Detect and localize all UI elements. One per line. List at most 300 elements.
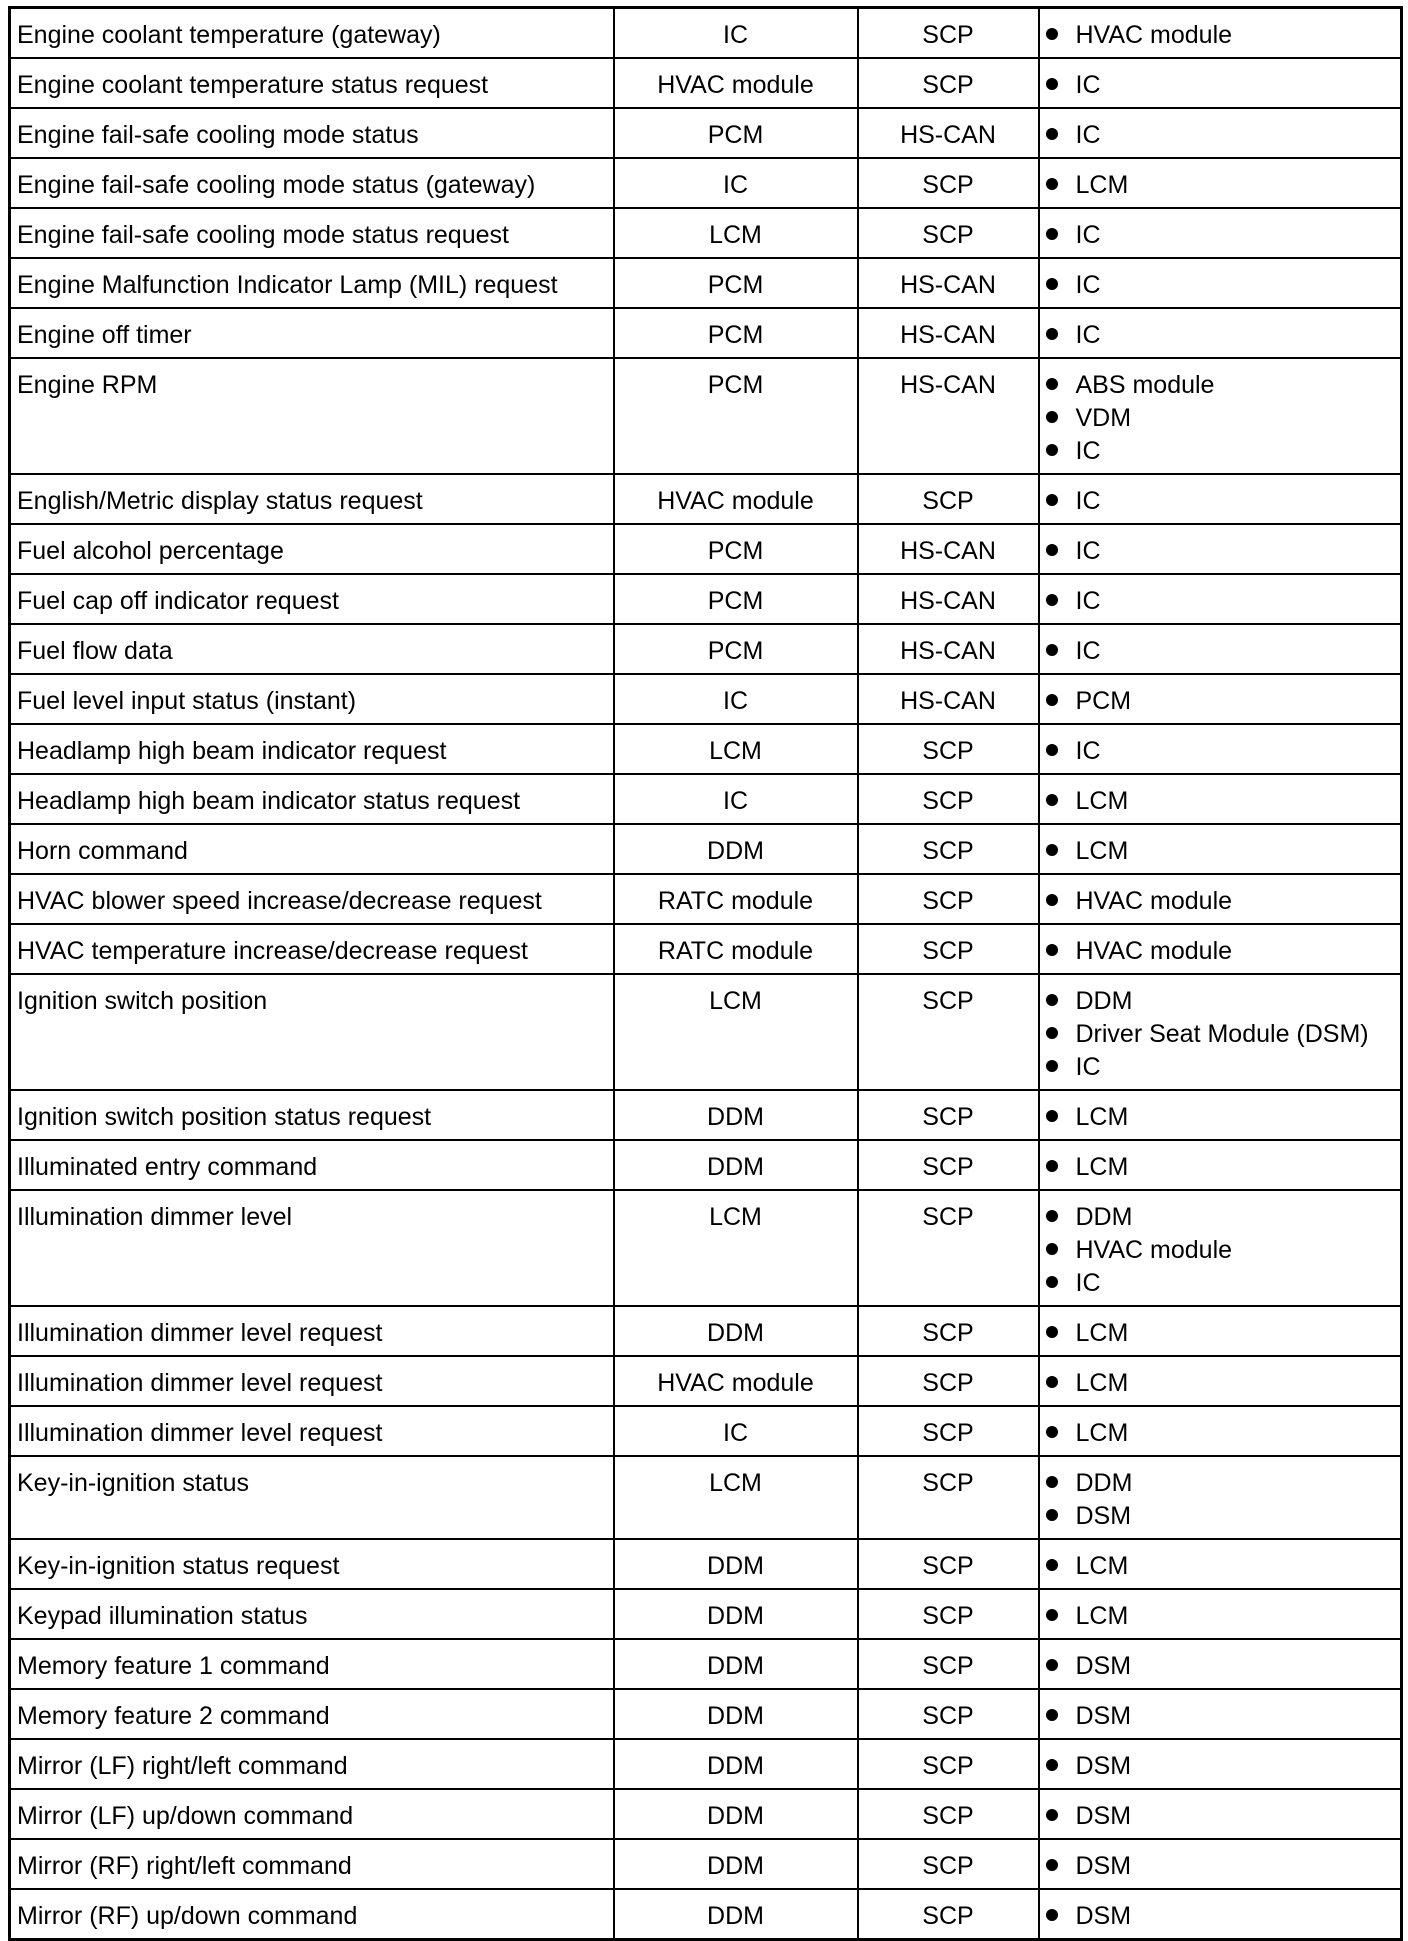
receivers-cell [1039,1090,1402,1140]
network-cell: SCP [858,774,1039,824]
receiver-item [1046,1500,1395,1533]
receivers-list [1046,1101,1395,1134]
network-cell: SCP [858,1889,1039,1940]
receivers-cell [1039,674,1402,724]
network-cell: HS-CAN [858,258,1039,308]
receivers-cell [1039,474,1402,524]
receiver-label: IC [1075,737,1101,765]
originator-cell: PCM [614,108,858,158]
receiver-label: PCM [1075,687,1132,715]
table-row [10,1456,1402,1539]
receivers-cell [1039,574,1402,624]
receivers-list [1046,219,1395,252]
table-row [10,1406,1402,1456]
table-row [10,474,1402,524]
receiver-item [1046,885,1395,918]
receivers-cell [1039,524,1402,574]
network-cell: SCP [858,8,1039,59]
receiver-label: HVAC module [1075,937,1233,965]
table-row [10,974,1402,1090]
receiver-item [1046,219,1395,252]
network-cell: SCP [858,1306,1039,1356]
bullet-icon [1046,1243,1058,1255]
network-cell: SCP [858,1406,1039,1456]
message-cell: HVAC blower speed increase/decrease request [10,874,614,924]
table-row [10,774,1402,824]
network-cell: SCP [858,874,1039,924]
receiver-item [1046,1417,1395,1450]
originator-cell: PCM [614,574,858,624]
originator-cell: IC [614,1406,858,1456]
receiver-label: DSM [1075,1752,1132,1780]
receiver-label: LCM [1075,1319,1129,1347]
originator-cell: DDM [614,1889,858,1940]
bullet-icon [1046,1326,1058,1338]
receiver-item [1046,435,1395,468]
bullet-icon [1046,594,1058,606]
receivers-cell [1039,874,1402,924]
receivers-list [1046,935,1395,968]
network-cell: SCP [858,974,1039,1090]
bullet-icon [1046,444,1058,456]
message-cell: Illumination dimmer level request [10,1356,614,1406]
receiver-item [1046,1317,1395,1350]
message-cell: Engine Malfunction Indicator Lamp (MIL) request [10,258,614,308]
receivers-list [1046,1151,1395,1184]
receiver-item [1046,1900,1395,1933]
receivers-cell [1039,158,1402,208]
receiver-label: LCM [1075,837,1129,865]
receivers-list [1046,535,1395,568]
message-cell: Engine RPM [10,358,614,474]
network-cell: SCP [858,1539,1039,1589]
network-cell: SCP [858,1456,1039,1539]
receivers-list [1046,69,1395,102]
receiver-item [1046,1750,1395,1783]
receiver-item [1046,1550,1395,1583]
receiver-label: HVAC module [1075,21,1233,49]
receivers-cell [1039,774,1402,824]
receiver-label: LCM [1075,1552,1129,1580]
originator-cell: DDM [614,824,858,874]
table-row [10,308,1402,358]
message-cell: Fuel alcohol percentage [10,524,614,574]
receivers-list [1046,1750,1395,1783]
message-cell: HVAC temperature increase/decrease request [10,924,614,974]
network-cell: SCP [858,924,1039,974]
network-cell: HS-CAN [858,108,1039,158]
table-row [10,1306,1402,1356]
message-cell: Engine coolant temperature (gateway) [10,8,614,59]
receivers-list [1046,1800,1395,1833]
receivers-list [1046,1550,1395,1583]
table-row [10,1140,1402,1190]
receiver-label: IC [1075,221,1101,249]
originator-cell: IC [614,674,858,724]
message-cell: Mirror (RF) right/left command [10,1839,614,1889]
bullet-icon [1046,128,1058,140]
receiver-label: LCM [1075,1103,1129,1131]
bullet-icon [1046,494,1058,506]
message-cell: Illumination dimmer level request [10,1406,614,1456]
receivers-cell [1039,108,1402,158]
receiver-item [1046,1051,1395,1084]
receiver-label: DSM [1075,1902,1132,1930]
bullet-icon [1046,411,1058,423]
network-cell: SCP [858,1090,1039,1140]
message-cell: Ignition switch position [10,974,614,1090]
bullet-icon [1046,894,1058,906]
bullet-icon [1046,28,1058,40]
receiver-label: LCM [1075,787,1129,815]
originator-cell: RATC module [614,874,858,924]
receiver-label: IC [1075,321,1101,349]
bullet-icon [1046,644,1058,656]
receiver-label: IC [1075,1269,1101,1297]
receivers-cell [1039,1406,1402,1456]
receiver-item [1046,1367,1395,1400]
message-cell: Horn command [10,824,614,874]
table-row [10,574,1402,624]
receiver-label: IC [1075,587,1101,615]
originator-cell: HVAC module [614,474,858,524]
message-cell: Mirror (RF) up/down command [10,1889,614,1940]
receivers-list [1046,1317,1395,1350]
table-row [10,674,1402,724]
table-row [10,1789,1402,1839]
receiver-label: HVAC module [1075,887,1233,915]
message-cell: Engine fail-safe cooling mode status (gateway) [10,158,614,208]
message-cell: Fuel flow data [10,624,614,674]
receivers-list [1046,685,1395,718]
receivers-list [1046,1367,1395,1400]
message-cell: Illumination dimmer level request [10,1306,614,1356]
bullet-icon [1046,1609,1058,1621]
network-cell: SCP [858,1356,1039,1406]
network-cell: SCP [858,58,1039,108]
network-cell: HS-CAN [858,358,1039,474]
receivers-cell [1039,1889,1402,1940]
table-row [10,524,1402,574]
table-row [10,1090,1402,1140]
table-row [10,258,1402,308]
receiver-item [1046,1101,1395,1134]
receivers-list [1046,19,1395,52]
bullet-icon [1046,694,1058,706]
receivers-cell [1039,208,1402,258]
receiver-label: DSM [1075,1502,1132,1530]
table-row [10,924,1402,974]
network-cell: HS-CAN [858,674,1039,724]
originator-cell: DDM [614,1306,858,1356]
receiver-item [1046,985,1395,1018]
receiver-item [1046,1201,1395,1234]
receiver-item [1046,1151,1395,1184]
originator-cell: DDM [614,1639,858,1689]
receivers-list [1046,169,1395,202]
receiver-label: DDM [1075,987,1133,1015]
receiver-label: LCM [1075,1153,1129,1181]
originator-cell: LCM [614,1190,858,1306]
message-cell: Headlamp high beam indicator request [10,724,614,774]
message-cell: Engine off timer [10,308,614,358]
message-cell: Fuel cap off indicator request [10,574,614,624]
receiver-label: IC [1075,487,1101,515]
bullet-icon [1046,78,1058,90]
receivers-cell [1039,1839,1402,1889]
network-cell: SCP [858,1190,1039,1306]
message-cell: Engine coolant temperature status request [10,58,614,108]
bullet-icon [1046,1110,1058,1122]
bullet-icon [1046,378,1058,390]
message-cell: Headlamp high beam indicator status request [10,774,614,824]
receiver-label: IC [1075,437,1101,465]
table-row [10,1889,1402,1940]
bullet-icon [1046,944,1058,956]
receivers-list [1046,785,1395,818]
table-body [10,8,1402,1940]
table-row [10,108,1402,158]
receiver-item [1046,319,1395,352]
message-cell: Key-in-ignition status [10,1456,614,1539]
originator-cell: HVAC module [614,58,858,108]
originator-cell: DDM [614,1589,858,1639]
bullet-icon [1046,1509,1058,1521]
receivers-cell [1039,974,1402,1090]
table-row [10,1839,1402,1889]
originator-cell: DDM [614,1789,858,1839]
receiver-label: IC [1075,71,1101,99]
receiver-label: IC [1075,121,1101,149]
originator-cell: IC [614,8,858,59]
table-row [10,624,1402,674]
table-row [10,1356,1402,1406]
table-row [10,1539,1402,1589]
receiver-item [1046,19,1395,52]
receivers-list [1046,1417,1395,1450]
message-cell: Memory feature 2 command [10,1689,614,1739]
message-cell: Ignition switch position status request [10,1090,614,1140]
bullet-icon [1046,1027,1058,1039]
receivers-list [1046,1900,1395,1933]
receivers-cell [1039,824,1402,874]
receiver-item [1046,1600,1395,1633]
message-cell: Engine fail-safe cooling mode status [10,108,614,158]
receiver-item [1046,1800,1395,1833]
network-cell: SCP [858,1140,1039,1190]
receivers-cell [1039,924,1402,974]
originator-cell: PCM [614,258,858,308]
message-cell: Mirror (LF) right/left command [10,1739,614,1789]
network-cell: SCP [858,1789,1039,1839]
table-row [10,1589,1402,1639]
receiver-label: IC [1075,1053,1101,1081]
bullet-icon [1046,1659,1058,1671]
receiver-label: IC [1075,637,1101,665]
receivers-cell [1039,258,1402,308]
receiver-item [1046,1850,1395,1883]
originator-cell: LCM [614,974,858,1090]
receiver-label: VDM [1075,404,1132,432]
originator-cell: PCM [614,308,858,358]
originator-cell: LCM [614,208,858,258]
originator-cell: DDM [614,1090,858,1140]
receivers-cell [1039,1639,1402,1689]
receivers-list [1046,1850,1395,1883]
originator-cell: RATC module [614,924,858,974]
bullet-icon [1046,228,1058,240]
receiver-item [1046,1234,1395,1267]
receiver-item [1046,485,1395,518]
network-cell: SCP [858,1689,1039,1739]
receivers-cell [1039,1589,1402,1639]
receivers-list [1046,1700,1395,1733]
table-row [10,724,1402,774]
receivers-cell [1039,308,1402,358]
table-row [10,874,1402,924]
bullet-icon [1046,1160,1058,1172]
receivers-cell [1039,1689,1402,1739]
receiver-item [1046,1018,1395,1051]
message-cell: Engine fail-safe cooling mode status request [10,208,614,258]
network-cell: SCP [858,1839,1039,1889]
receivers-list [1046,319,1395,352]
receivers-cell [1039,1739,1402,1789]
network-cell: SCP [858,1739,1039,1789]
receiver-item [1046,169,1395,202]
originator-cell: PCM [614,358,858,474]
receiver-label: LCM [1075,1369,1129,1397]
receivers-cell [1039,1190,1402,1306]
receiver-item [1046,1650,1395,1683]
receiver-label: DDM [1075,1469,1133,1497]
receiver-label: LCM [1075,1602,1129,1630]
receiver-label: IC [1075,271,1101,299]
bullet-icon [1046,844,1058,856]
message-cell: Memory feature 1 command [10,1639,614,1689]
bullet-icon [1046,1210,1058,1222]
receivers-list [1046,1467,1395,1533]
receivers-cell [1039,1789,1402,1839]
receiver-item [1046,635,1395,668]
receiver-label: Driver Seat Module (DSM) [1075,1020,1369,1048]
receivers-list [1046,485,1395,518]
table-row [10,1689,1402,1739]
network-cell: SCP [858,208,1039,258]
bullet-icon [1046,744,1058,756]
network-cell: SCP [858,824,1039,874]
receiver-label: DSM [1075,1802,1132,1830]
bullet-icon [1046,1709,1058,1721]
network-cell: SCP [858,474,1039,524]
originator-cell: DDM [614,1739,858,1789]
bullet-icon [1046,1276,1058,1288]
message-cell: Mirror (LF) up/down command [10,1789,614,1839]
bullet-icon [1046,1559,1058,1571]
receiver-item [1046,269,1395,302]
originator-cell: DDM [614,1839,858,1889]
receivers-list [1046,985,1395,1084]
receiver-item [1046,1267,1395,1300]
receivers-cell [1039,58,1402,108]
bullet-icon [1046,278,1058,290]
receiver-label: ABS module [1075,371,1215,399]
originator-cell: PCM [614,524,858,574]
network-cell: HS-CAN [858,624,1039,674]
bullet-icon [1046,1759,1058,1771]
network-message-table [8,6,1403,1941]
message-cell: Key-in-ignition status request [10,1539,614,1589]
table-row [10,1190,1402,1306]
receivers-list [1046,635,1395,668]
table-row [10,8,1402,59]
network-cell: SCP [858,158,1039,208]
bullet-icon [1046,1476,1058,1488]
receivers-list [1046,1600,1395,1633]
receivers-cell [1039,8,1402,59]
receivers-cell [1039,1539,1402,1589]
table-row [10,1639,1402,1689]
receivers-list [1046,119,1395,152]
receiver-label: DSM [1075,1702,1132,1730]
originator-cell: IC [614,774,858,824]
receiver-item [1046,835,1395,868]
receiver-item [1046,402,1395,435]
bullet-icon [1046,1809,1058,1821]
receivers-list [1046,885,1395,918]
table-row [10,1739,1402,1789]
receivers-list [1046,369,1395,468]
originator-cell: PCM [614,624,858,674]
network-cell: HS-CAN [858,524,1039,574]
receiver-item [1046,369,1395,402]
receivers-cell [1039,1456,1402,1539]
bullet-icon [1046,178,1058,190]
table-row [10,358,1402,474]
table-row [10,158,1402,208]
receiver-item [1046,685,1395,718]
receivers-cell [1039,1140,1402,1190]
receiver-label: DDM [1075,1203,1133,1231]
receiver-item [1046,735,1395,768]
receiver-item [1046,935,1395,968]
message-cell: English/Metric display status request [10,474,614,524]
bullet-icon [1046,994,1058,1006]
table-row [10,824,1402,874]
network-cell: SCP [858,1639,1039,1689]
receiver-item [1046,585,1395,618]
message-cell: Illuminated entry command [10,1140,614,1190]
receiver-label: DSM [1075,1852,1132,1880]
receivers-list [1046,1650,1395,1683]
network-cell: HS-CAN [858,308,1039,358]
bullet-icon [1046,544,1058,556]
bullet-icon [1046,1426,1058,1438]
receiver-item [1046,1467,1395,1500]
originator-cell: LCM [614,1456,858,1539]
receivers-list [1046,735,1395,768]
table-row [10,208,1402,258]
receiver-item [1046,69,1395,102]
receivers-list [1046,835,1395,868]
receivers-cell [1039,724,1402,774]
network-cell: SCP [858,1589,1039,1639]
originator-cell: IC [614,158,858,208]
network-cell: SCP [858,724,1039,774]
bullet-icon [1046,794,1058,806]
originator-cell: DDM [614,1689,858,1739]
receiver-item [1046,1700,1395,1733]
